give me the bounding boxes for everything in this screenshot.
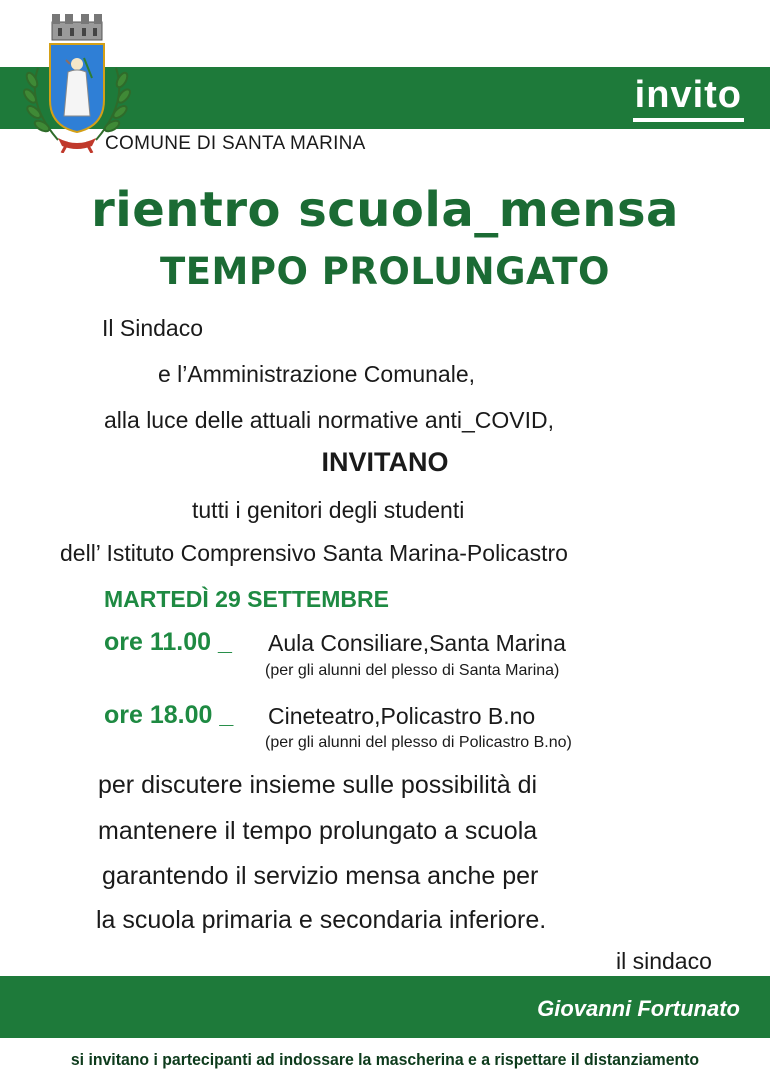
event-date: MARTEDÌ 29 SETTEMBRE	[104, 586, 389, 612]
invito-badge: invito	[633, 74, 744, 122]
intro-invitano: INVITANO	[321, 447, 449, 477]
intro-institute: dell’ Istituto Comprensivo Santa Marina-Policastro	[60, 540, 568, 566]
intro-parents: tutti i genitori degli studenti	[192, 497, 465, 523]
purpose-line-2: mantenere il tempo prolungato a scuola	[98, 817, 538, 845]
purpose-line-1: per discutere insieme sulle possibilità di	[98, 771, 538, 799]
subheadline: TEMPO PROLUNGATO	[160, 250, 610, 293]
signature-name: Giovanni Fortunato	[537, 996, 740, 1021]
session-1-place: Aula Consiliare,Santa Marina	[268, 630, 566, 656]
session-2-place: Cineteatro,Policastro B.no	[268, 703, 536, 729]
intro-mayor: Il Sindaco	[102, 315, 204, 341]
session-1-note: (per gli alunni del plesso di Santa Marina)	[265, 662, 560, 679]
signature-role: il sindaco	[616, 948, 712, 974]
session-2-note: (per gli alunni del plesso di Policastro B.no)	[265, 734, 572, 751]
intro-administration: e l’Amministrazione Comunale,	[158, 361, 476, 387]
intro-covid: alla luce delle attuali normative anti_COVID,	[104, 407, 555, 433]
footer-notice: si invitano i partecipanti ad indossare la mascherina e a rispettare il distanziamento	[70, 1050, 700, 1069]
municipality-name: COMUNE DI SANTA MARINA	[105, 133, 366, 154]
municipal-crest-icon	[18, 8, 136, 153]
purpose-line-3: garantendo il servizio mensa anche per	[102, 862, 539, 890]
session-2-time: ore 18.00 _	[104, 701, 234, 729]
session-1-time: ore 11.00 _	[104, 628, 232, 656]
purpose-line-4: la scuola primaria e secondaria inferiore.	[96, 906, 547, 934]
headline: rientro scuola_mensa	[91, 182, 679, 238]
